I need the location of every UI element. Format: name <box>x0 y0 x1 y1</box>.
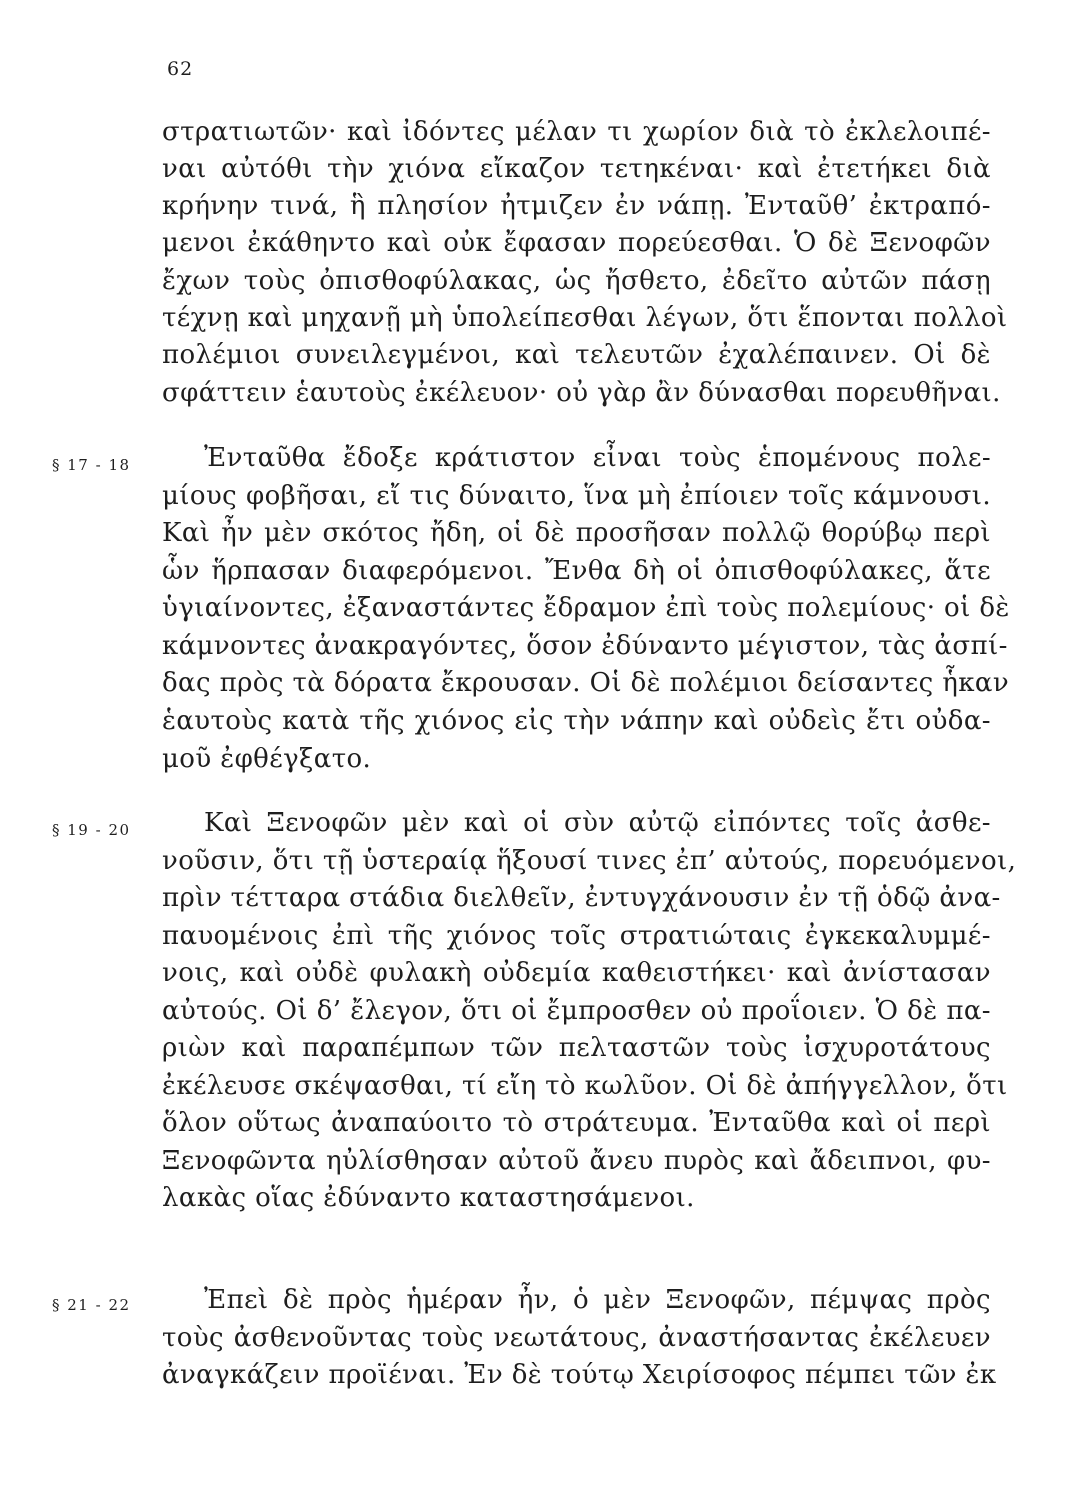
section-marker-17-18: § 17 - 18 <box>52 456 131 474</box>
text-line: τέχνῃ καὶ μηχανῇ μὴ ὑπολείπεσθαι λέγων, ὅτι ἕπονται πολλοὶ <box>162 303 1008 333</box>
section-marker-21-22: § 21 - 22 <box>52 1296 131 1314</box>
text-line: τοὺς ἀσθενοῦντας τοὺς νεωτάτους, ἀναστήσαντας ἐκέλευεν <box>162 1323 991 1353</box>
section-marker-19-20: § 19 - 20 <box>52 821 131 839</box>
text-line: αὐτούς. Οἱ δ’ ἔλεγον, ὅτι οἱ ἔμπροσθεν οὐ προΐοιεν. Ὁ δὲ πα- <box>162 996 991 1026</box>
text-line: στρατιωτῶν· καὶ ἰδόντες μέλαν τι χωρίον διὰ τὸ ἐκλελοιπέ- <box>162 117 991 147</box>
text-line: ἑαυτοὺς κατὰ τῆς χιόνος εἰς τὴν νάπην καὶ οὐδεὶς ἔτι οὐδα- <box>162 706 991 736</box>
text-line: ὧν ἥρπασαν διαφερόμενοι. Ἔνθα δὴ οἱ ὀπισθοφύλακες, ἅτε <box>162 556 991 586</box>
text-line: μοῦ ἐφθέγξατο. <box>162 744 372 774</box>
text-line: Ξενοφῶντα ηὐλίσθησαν αὐτοῦ ἄνευ πυρὸς καὶ ἄδειπνοι, φυ- <box>162 1146 991 1176</box>
text-line: δας πρὸς τὰ δόρατα ἔκρουσαν. Οἱ δὲ πολέμιοι δείσαντες ἧκαν <box>162 668 1010 698</box>
text-line: ἔχων τοὺς ὀπισθοφύλακας, ὡς ἤσθετο, ἐδεῖτο αὐτῶν πάσῃ <box>162 266 991 296</box>
text-line: σφάττειν ἑαυτοὺς ἐκέλευον· οὐ γὰρ ἂν δύνασθαι πορευθῆναι. <box>162 378 1001 408</box>
text-line: Ἐπεὶ δὲ πρὸς ἡμέραν ἦν, ὁ μὲν Ξενοφῶν, πέμψας πρὸς <box>204 1285 991 1315</box>
text-line: λακὰς οἵας ἐδύναντο καταστησάμενοι. <box>162 1183 695 1213</box>
page-number: 62 <box>167 58 194 80</box>
text-line: Ἐνταῦθα ἔδοξε κράτιστον εἶναι τοὺς ἑπομένους πολε- <box>204 443 991 473</box>
text-line: πολέμιοι συνειλεγμένοι, καὶ τελευτῶν ἐχαλέπαινεν. Οἱ δὲ <box>162 340 991 370</box>
text-line: πρὶν τέτταρα στάδια διελθεῖν, ἐντυγχάνουσιν ἐν τῇ ὁδῷ ἀνα- <box>162 883 1001 913</box>
text-line: κάμνοντες ἀνακραγόντες, ὅσον ἐδύναντο μέγιστον, τὰς ἀσπί- <box>162 631 1008 661</box>
text-line: ἀναγκάζειν προϊέναι. Ἐν δὲ τούτῳ Χειρίσοφος πέμπει τῶν ἐκ <box>162 1360 997 1390</box>
text-line: Καὶ ἦν μὲν σκότος ἤδη, οἱ δὲ προσῆσαν πολλῷ θορύβῳ περὶ <box>162 518 991 548</box>
text-line: Καὶ Ξενοφῶν μὲν καὶ οἱ σὺν αὐτῷ εἰπόντες τοῖς ἀσθε- <box>204 808 991 838</box>
text-line: νοις, καὶ οὐδὲ φυλακὴ οὐδεμία καθειστήκει· καὶ ἀνίστασαν <box>162 958 991 988</box>
text-line: ναι αὐτόθι τὴν χιόνα εἴκαζον τετηκέναι· καὶ ἐτετήκει διὰ <box>162 154 991 184</box>
text-line: ἐκέλευσε σκέψασθαι, τί εἴη τὸ κωλῦον. Οἱ δὲ ἀπήγγελλον, ὅτι <box>162 1071 1008 1101</box>
text-line: ριὼν καὶ παραπέμπων τῶν πελταστῶν τοὺς ἰσχυροτάτους <box>162 1033 991 1063</box>
text-line: παυομένοις ἐπὶ τῆς χιόνος τοῖς στρατιώταις ἐγκεκαλυμμέ- <box>162 921 991 951</box>
text-line: ὑγιαίνοντες, ἐξαναστάντες ἔδραμον ἐπὶ τοὺς πολεμίους· οἱ δὲ <box>162 593 1010 623</box>
text-line: μενοι ἐκάθηντο καὶ οὐκ ἔφασαν πορεύεσθαι. Ὁ δὲ Ξενοφῶν <box>162 228 991 258</box>
text-line: μίους φοβῆσαι, εἴ τις δύναιτο, ἵνα μὴ ἐπίοιεν τοῖς κάμνουσι. <box>162 481 991 511</box>
text-line: νοῦσιν, ὅτι τῇ ὑστεραίᾳ ἥξουσί τινες ἐπ’ αὐτούς, πορευόμενοι, <box>162 846 1017 876</box>
text-line: κρήνην τινά, ἣ πλησίον ἠτμιζεν ἐν νάπῃ. Ἐνταῦθ’ ἐκτραπό- <box>162 191 991 221</box>
text-line: ὅλον οὕτως ἀναπαύοιτο τὸ στράτευμα. Ἐνταῦθα καὶ οἱ περὶ <box>162 1108 991 1138</box>
